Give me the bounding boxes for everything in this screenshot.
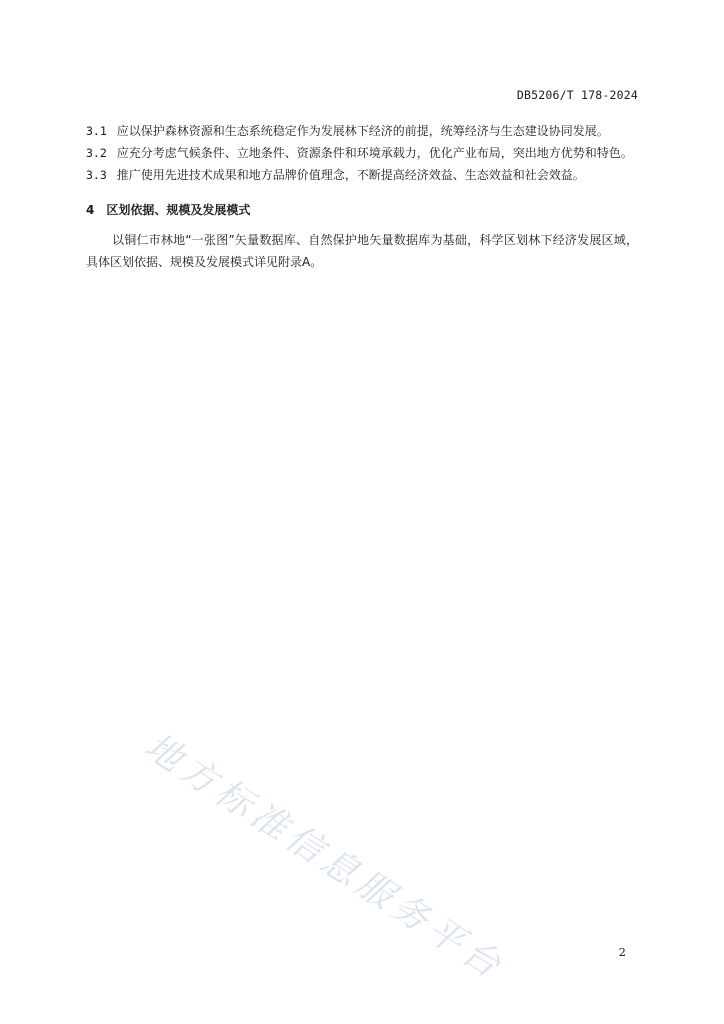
- page-number: 2: [618, 945, 626, 959]
- clause-number: 3.2: [86, 146, 107, 160]
- document-body: [86, 120, 638, 273]
- section-title: 区划依据、规模及发展模式: [106, 203, 251, 217]
- section-number: 4: [86, 203, 95, 217]
- clause-3-2: [86, 142, 638, 164]
- clause-3-3: [86, 164, 638, 186]
- clause-text: 推广使用先进技术成果和地方品牌价值理念，不断提高经济效益、生态效益和社会效益。: [116, 168, 585, 182]
- clause-text: 应充分考虑气候条件、立地条件、资源条件和环境承载力，优化产业布局，突出地方优势和特色。: [116, 146, 633, 160]
- clause-3-1: [86, 120, 638, 142]
- clause-number: 3.1: [86, 124, 107, 138]
- section-4-paragraph: 以铜仁市林地“一张图”矢量数据库、自然保护地矢量数据库为基础，科学区划林下经济发展区域，具体区划依据、规模及发展模式详见附录A。: [86, 233, 638, 269]
- document-code: DB5206/T 178-2024: [516, 88, 638, 102]
- watermark-text: 地方标准信息服务平台: [137, 725, 512, 989]
- section-4-heading: [86, 199, 638, 221]
- clause-number: 3.3: [86, 168, 107, 182]
- clause-text: 应以保护森林资源和生态系统稳定作为发展林下经济的前提，统筹经济与生态建设协同发展。: [116, 124, 609, 138]
